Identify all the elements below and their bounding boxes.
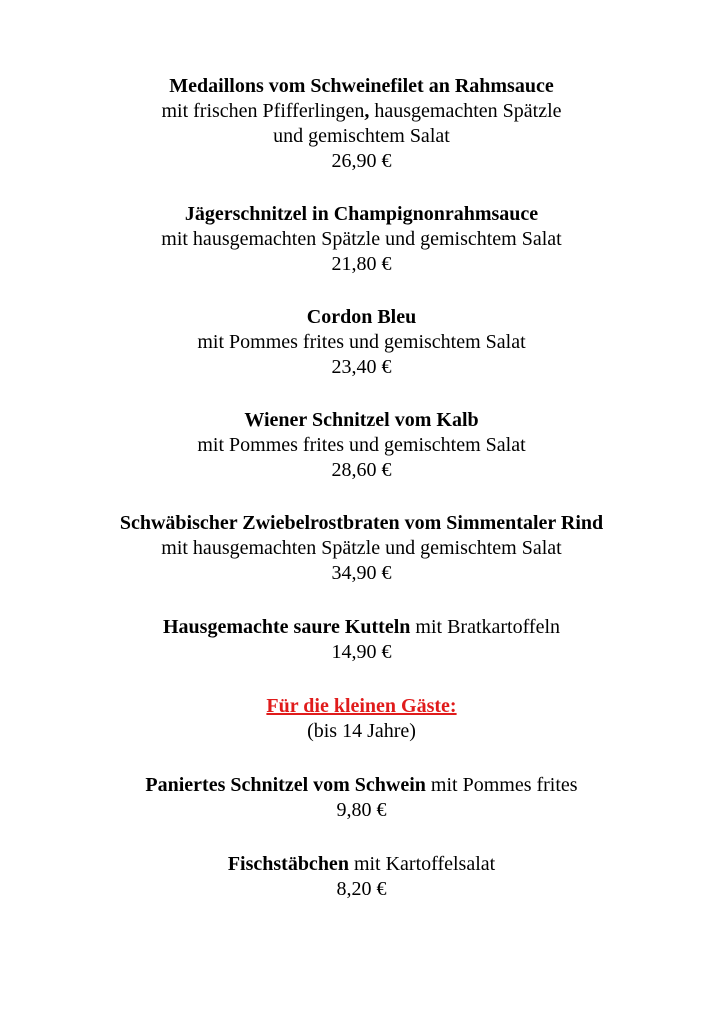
dish-title: Paniertes Schnitzel vom Schwein	[145, 774, 426, 796]
dish-description-part: hausgemachten Spätzle	[369, 100, 562, 122]
dish-title-line	[0, 852, 723, 877]
dish-price: 23,40 €	[331, 356, 392, 378]
dish-price: 34,90 €	[331, 562, 392, 584]
spacer	[0, 744, 723, 773]
dish-title: Fischstäbchen	[227, 853, 349, 875]
menu-item-jaegerschnitzel	[0, 202, 723, 277]
dish-title: Wiener Schnitzel vom Kalb	[244, 409, 479, 431]
dish-description: und gemischtem Salat	[273, 125, 450, 147]
menu-item-medaillons	[0, 74, 723, 174]
menu-item-zwiebelrostbraten	[0, 511, 723, 586]
menu-item-wiener-schnitzel	[0, 408, 723, 483]
menu-item-cordon-bleu	[0, 305, 723, 380]
dish-description: mit Kartoffelsalat	[348, 853, 496, 875]
spacer	[0, 277, 723, 305]
dish-description: mit Bratkartoffeln	[410, 616, 560, 638]
dish-description-comma: ,	[364, 100, 370, 122]
dish-price: 9,80 €	[336, 799, 387, 821]
spacer	[0, 665, 723, 694]
dish-price: 26,90 €	[331, 150, 392, 172]
dish-description: mit hausgemachten Spätzle und gemischtem Salat	[161, 537, 562, 559]
dish-title-line	[0, 615, 723, 640]
kids-subheading: (bis 14 Jahre)	[307, 720, 416, 742]
dish-price: 28,60 €	[331, 459, 392, 481]
dish-description: mit hausgemachten Spätzle und gemischtem Salat	[161, 228, 562, 250]
spacer	[0, 174, 723, 202]
dish-title: Cordon Bleu	[306, 306, 417, 328]
spacer	[0, 380, 723, 408]
dish-title: Medaillons vom Schweinefilet an Rahmsauce	[169, 75, 554, 97]
dish-price: 21,80 €	[331, 253, 392, 275]
dish-description: mit Pommes frites	[425, 774, 578, 796]
dish-description: mit Pommes frites und gemischtem Salat	[197, 331, 526, 353]
dish-title-line	[0, 773, 723, 798]
kids-section-header	[0, 694, 723, 744]
dish-description	[0, 99, 723, 124]
menu-item-kutteln	[0, 615, 723, 665]
menu-item-paniertes-schnitzel	[0, 773, 723, 823]
spacer	[0, 586, 723, 615]
kids-heading: Für die kleinen Gäste:	[266, 695, 457, 717]
dish-description-part: mit frischen Pfifferlingen	[161, 100, 365, 122]
spacer	[0, 483, 723, 511]
dish-price: 8,20 €	[336, 878, 387, 900]
menu-item-fischstaebchen	[0, 852, 723, 902]
dish-title: Jägerschnitzel in Champignonrahmsauce	[184, 203, 539, 225]
dish-title: Schwäbischer Zwiebelrostbraten vom Simmentaler Rind	[119, 512, 604, 534]
menu-page	[0, 74, 723, 902]
dish-description: mit Pommes frites und gemischtem Salat	[197, 434, 526, 456]
spacer	[0, 823, 723, 852]
dish-title: Hausgemachte saure Kutteln	[163, 616, 411, 638]
dish-price: 14,90 €	[331, 641, 392, 663]
